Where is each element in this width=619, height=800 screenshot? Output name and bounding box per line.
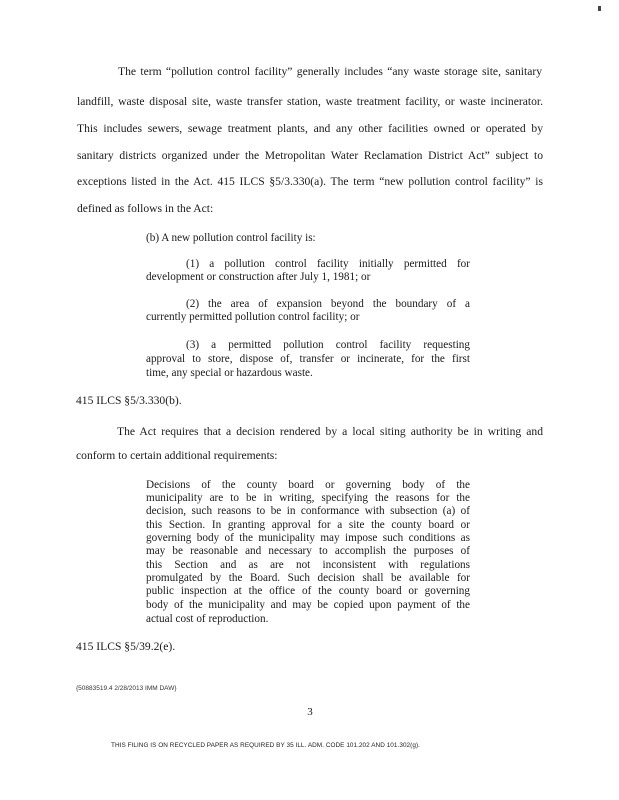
quote-line: body of the municipality and may be copied upon payment of the (146, 599, 470, 611)
paragraph-line: The Act requires that a decision rendered by a local siting authority be in writing and (117, 425, 543, 438)
page-number: 3 (307, 706, 313, 718)
paragraph-line: defined as follows in the Act: (77, 202, 214, 215)
scan-mark (598, 6, 601, 11)
quote-line: may be reasonable and necessary to accomplish the purposes of (146, 545, 470, 557)
quote-line: currently permitted pollution control facility; or (146, 311, 360, 323)
paragraph-line: landfill, waste disposal site, waste transfer station, waste treatment facility, or waste incinerator. (77, 95, 543, 108)
quote-line: this Section and as are not inconsistent with regulations (146, 559, 470, 571)
paragraph-line: sanitary districts organized under the Metropolitan Water Reclamation District Act” subject to (77, 149, 543, 162)
citation: 415 ILCS §5/39.2(e). (76, 640, 176, 653)
quote-line: this Section. In granting approval for a site the county board or (146, 519, 470, 531)
quote-line: time, any special or hazardous waste. (146, 367, 313, 379)
quote-line: governing body of the municipality may impose such conditions as (146, 532, 470, 544)
recycled-paper-notice: THIS FILING IS ON RECYCLED PAPER AS REQUIRED BY 35 ILL. ADM. CODE 101.202 AND 101.302(g). (111, 742, 420, 749)
quote-intro: (b) A new pollution control facility is: (146, 232, 316, 244)
paragraph-line: exceptions listed in the Act. 415 ILCS §5/3.330(a). The term “new pollution control facility” is (77, 175, 543, 188)
quote-line: (3) a permitted pollution control facility requesting (186, 339, 470, 351)
quote-line: actual cost of reproduction. (146, 613, 269, 625)
quote-line: municipality are to be in writing, specifying the reasons for the (146, 492, 470, 504)
paragraph-line: conform to certain additional requirements: (76, 449, 278, 462)
quote-line: (1) a pollution control facility initially permitted for (186, 258, 470, 270)
citation: 415 ILCS §5/3.330(b). (76, 394, 182, 407)
paragraph-line: This includes sewers, sewage treatment plants, and any other facilities owned or operated by (77, 122, 543, 135)
quote-line: public inspection at the office of the county board or governing (146, 585, 470, 597)
quote-line: decision, such reasons to be in conformance with subsection (a) of (146, 505, 470, 517)
quote-line: promulgated by the Board. Such decision shall be available for (146, 572, 470, 584)
quote-line: approval to store, dispose of, transfer or incinerate, for the first (146, 353, 470, 365)
paragraph-line: The term “pollution control facility” generally includes “any waste storage site, sanitary (118, 65, 542, 78)
quote-line: (2) the area of expansion beyond the boundary of a (186, 298, 470, 310)
document-id: {50883519.4 2/28/2013 IMM DAW} (76, 685, 177, 692)
quote-line: Decisions of the county board or governing body of the (146, 479, 470, 491)
quote-line: development or construction after July 1, 1981; or (146, 271, 371, 283)
